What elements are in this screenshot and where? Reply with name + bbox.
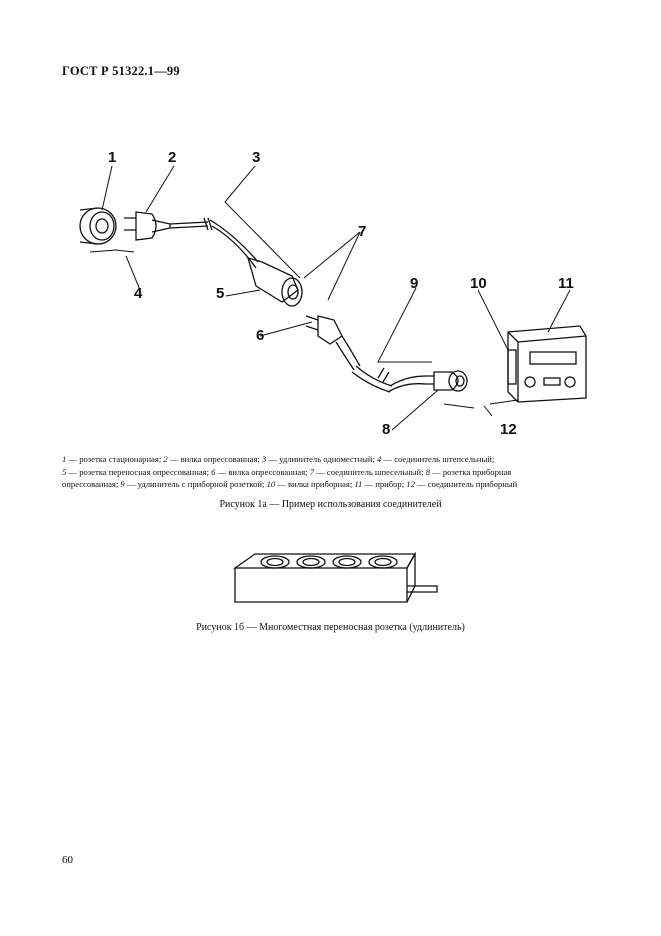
portable-socket-drawing — [248, 258, 302, 306]
figure-legend — [62, 453, 599, 491]
callout-6: 6 — [256, 327, 265, 344]
legend-line-1: 1 — розетка стационарная; 2 — вилка опрессованная; 3 — удлинитель одноместный; 4 — соединитель штепсельный; — [62, 454, 495, 464]
callout-5: 5 — [216, 285, 225, 302]
power-strip-drawing — [225, 548, 445, 608]
document-header: ГОСТ Р 51322.1—99 — [62, 64, 180, 78]
appliance-drawing — [508, 326, 586, 402]
callout-1: 1 — [108, 149, 117, 166]
legend-line-2: 5 — розетка переносная опрессованная; 6 — вилка опрессованная; 7 — соединитель шпесельный; 8 — розетка приборная — [62, 466, 512, 477]
stationary-socket-drawing — [80, 208, 116, 244]
leader-lines — [90, 166, 570, 430]
figure-1a-caption: Рисунок 1а — Пример использования соединителей — [219, 499, 442, 510]
callout-9: 9 — [410, 275, 419, 292]
callout-7: 7 — [358, 223, 367, 240]
page-number: 60 — [62, 854, 73, 866]
callout-8: 8 — [382, 421, 391, 438]
moulded-plug-drawing — [124, 212, 258, 268]
callout-11: 11 — [558, 275, 574, 292]
connector-usage-diagram — [60, 140, 620, 450]
appliance-cable-drawing — [378, 368, 467, 392]
plug-drawing — [306, 316, 392, 392]
figure-1b-caption: Рисунок 1б — Многоместная переносная розетка (удлинитель) — [196, 622, 465, 633]
callout-2: 2 — [168, 149, 177, 166]
callout-12: 12 — [500, 421, 517, 438]
callout-4: 4 — [134, 285, 143, 302]
legend-line-3: опрессованная; 9 — удлинитель с приборной розеткой; 10 — вилка приборная; 11 — прибор; 12 — соединитель приборный — [62, 479, 518, 490]
callout-10: 10 — [470, 275, 487, 292]
callout-3: 3 — [252, 149, 261, 166]
